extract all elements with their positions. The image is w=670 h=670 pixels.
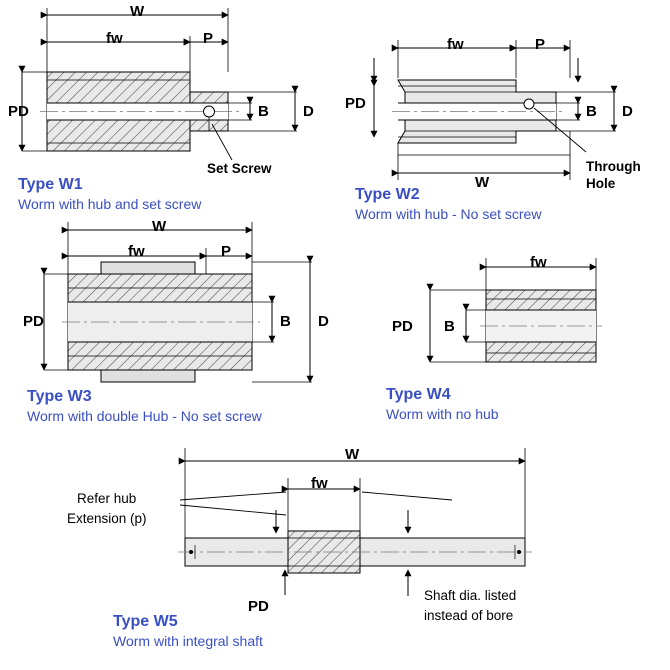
w5-dim-pd: PD xyxy=(248,598,269,615)
w2-dim-w: W xyxy=(475,174,490,191)
w2-dim-d: D xyxy=(622,103,633,120)
w1-subtitle: Worm with hub and set screw xyxy=(18,196,202,212)
w2-dim-p: P xyxy=(535,36,546,53)
w2-drawing xyxy=(374,40,616,180)
w5-callout-extension: Extension (p) xyxy=(67,511,147,526)
w1-dim-d: D xyxy=(303,103,314,120)
w2-callout-hole: Hole xyxy=(586,176,616,191)
w2-title: Type W2 xyxy=(355,186,420,203)
w2-subtitle: Worm with hub - No set screw xyxy=(355,206,542,222)
w1-callout-set-screw: Set Screw xyxy=(207,161,272,176)
w4-title: Type W4 xyxy=(386,386,451,403)
w1-title: Type W1 xyxy=(18,176,83,193)
w4-drawing xyxy=(430,258,602,362)
w2-callout-through: Through xyxy=(586,159,641,174)
w3-dim-pd: PD xyxy=(23,313,44,330)
w5-callout-instead-bore: instead of bore xyxy=(424,608,514,623)
w5-dim-w: W xyxy=(345,446,360,463)
w1-dim-pd: PD xyxy=(8,103,29,120)
w1-dim-p: P xyxy=(203,30,214,47)
w5-title: Type W5 xyxy=(113,613,178,630)
w3-drawing xyxy=(44,222,312,382)
w2-dim-pd: PD xyxy=(345,95,366,112)
w3-dim-d: D xyxy=(318,313,329,330)
w1-dim-fw: fw xyxy=(106,30,123,47)
w1-drawing xyxy=(22,8,297,160)
w3-dim-w: W xyxy=(152,218,167,235)
w3-subtitle: Worm with double Hub - No set screw xyxy=(27,408,262,424)
w3-dim-fw: fw xyxy=(128,243,145,260)
w1-dim-b: B xyxy=(258,103,269,120)
w3-dim-p: P xyxy=(221,243,232,260)
w3-dim-b: B xyxy=(280,313,291,330)
w5-subtitle: Worm with integral shaft xyxy=(113,633,263,649)
w3-title: Type W3 xyxy=(27,388,92,405)
w5-drawing xyxy=(178,448,532,596)
w4-dim-b: B xyxy=(444,318,455,335)
w4-dim-pd: PD xyxy=(392,318,413,335)
w4-subtitle: Worm with no hub xyxy=(386,406,499,422)
w4-dim-fw: fw xyxy=(530,254,547,271)
w5-callout-refer-hub: Refer hub xyxy=(77,491,137,506)
w1-dim-w: W xyxy=(130,3,145,20)
w2-dim-fw: fw xyxy=(447,36,464,53)
w5-callout-shaft-dia: Shaft dia. listed xyxy=(424,588,517,603)
w5-dim-fw: fw xyxy=(311,475,328,492)
w2-dim-b: B xyxy=(586,103,597,120)
